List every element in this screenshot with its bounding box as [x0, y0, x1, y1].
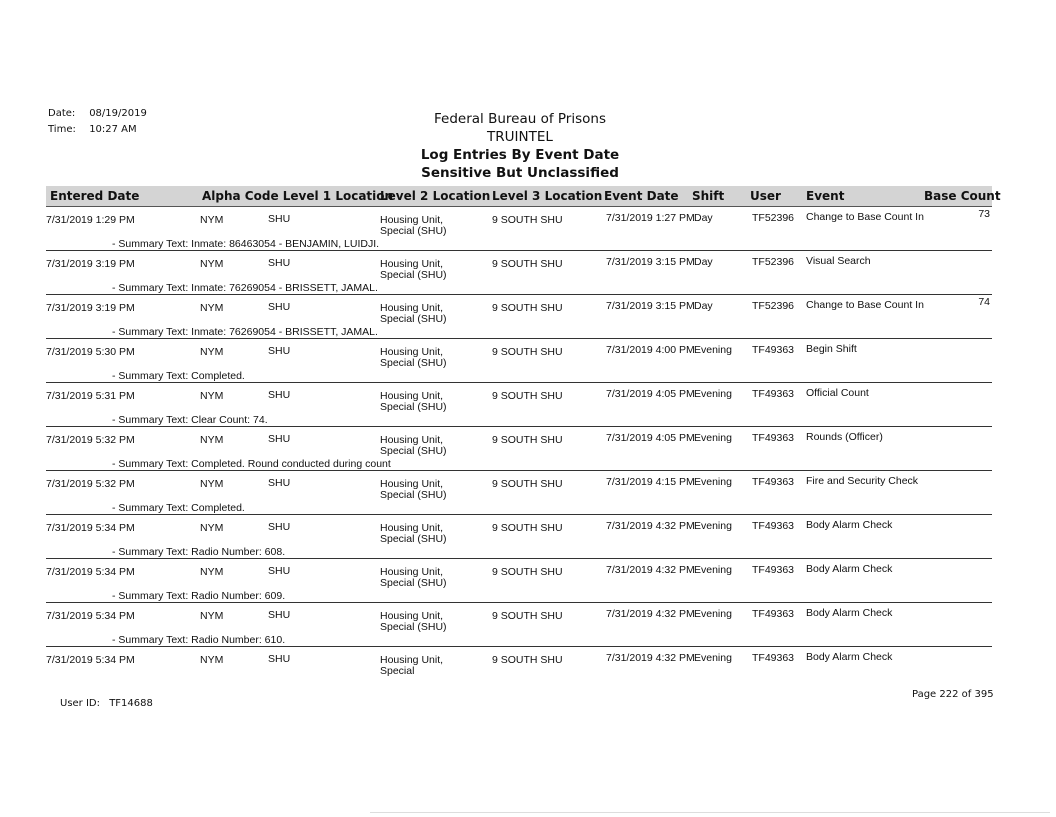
table-row	[46, 338, 992, 382]
level3-location: 9 SOUTH SHU	[492, 654, 563, 666]
alpha-code: NYM	[200, 522, 224, 534]
page-number: Page 222 of 395	[912, 689, 994, 700]
user: TF52396	[752, 256, 795, 268]
shift: Evening	[694, 432, 732, 444]
agency-name: Federal Bureau of Prisons	[434, 111, 606, 127]
date-value: 08/19/2019	[89, 108, 147, 119]
event: Body Alarm Check	[806, 519, 893, 531]
row-divider	[46, 338, 992, 339]
level2-location: Housing Unit, Special (SHU)	[380, 214, 447, 237]
event-date: 7/31/2019 1:27 PM	[606, 212, 695, 224]
entered-date: 7/31/2019 3:19 PM	[46, 302, 135, 314]
date-label: Date:	[48, 108, 76, 119]
base-count: 73	[978, 208, 990, 220]
level3-location: 9 SOUTH SHU	[492, 258, 563, 270]
level2-location: Housing Unit, Special (SHU)	[380, 258, 447, 281]
entered-date: 7/31/2019 3:19 PM	[46, 258, 135, 270]
col-alpha-level1: Alpha Code Level 1 Location	[202, 189, 394, 203]
alpha-code: NYM	[200, 566, 224, 578]
level1-location: SHU	[268, 477, 291, 489]
row-divider	[46, 250, 992, 251]
summary-text: - Summary Text: Inmate: 86463054 - BENJAMIN, LUIDJI.	[112, 238, 380, 250]
row-divider	[46, 646, 992, 647]
event-date: 7/31/2019 4:00 PM	[606, 344, 695, 356]
entered-date: 7/31/2019 5:30 PM	[46, 346, 135, 358]
shift: Evening	[694, 388, 732, 400]
level2-location: Housing Unit, Special (SHU)	[380, 434, 447, 457]
table-row	[46, 646, 992, 690]
user: TF49363	[752, 520, 795, 532]
table-row	[46, 294, 992, 338]
report-date	[48, 108, 147, 119]
level3-location: 9 SOUTH SHU	[492, 610, 563, 622]
event-date: 7/31/2019 4:05 PM	[606, 388, 695, 400]
level3-location: 9 SOUTH SHU	[492, 214, 563, 226]
level1-location: SHU	[268, 653, 291, 665]
table-row	[46, 470, 992, 514]
event-date: 7/31/2019 4:32 PM	[606, 652, 695, 664]
alpha-code: NYM	[200, 610, 224, 622]
row-divider	[46, 382, 992, 383]
summary-text: - Summary Text: Radio Number: 609.	[112, 590, 286, 602]
row-divider	[46, 426, 992, 427]
alpha-code: NYM	[200, 390, 224, 402]
table-row	[46, 206, 992, 250]
column-header-bar	[46, 186, 1001, 207]
shift: Day	[694, 256, 713, 268]
level3-location: 9 SOUTH SHU	[492, 478, 563, 490]
table-row	[46, 250, 992, 294]
table-row	[46, 602, 992, 646]
table-row	[46, 426, 992, 470]
entered-date: 7/31/2019 5:34 PM	[46, 654, 135, 666]
base-count: 74	[978, 296, 990, 308]
shift: Evening	[694, 520, 732, 532]
summary-text: - Summary Text: Inmate: 76269054 - BRISSETT, JAMAL.	[112, 282, 378, 294]
table-row	[46, 382, 992, 426]
row-divider	[46, 294, 992, 295]
level1-location: SHU	[268, 433, 291, 445]
classification: Sensitive But Unclassified	[421, 165, 619, 181]
user: TF52396	[752, 212, 795, 224]
alpha-code: NYM	[200, 258, 224, 270]
event: Rounds (Officer)	[806, 431, 883, 443]
event: Body Alarm Check	[806, 607, 893, 619]
user: TF49363	[752, 652, 795, 664]
summary-text: - Summary Text: Clear Count: 74.	[112, 414, 268, 426]
event: Visual Search	[806, 255, 871, 267]
col-level3: Level 3 Location	[492, 189, 603, 203]
event: Official Count	[806, 387, 869, 399]
user: TF49363	[752, 344, 795, 356]
entered-date: 7/31/2019 5:32 PM	[46, 478, 135, 490]
row-divider	[46, 514, 992, 515]
footer-user-id	[60, 698, 153, 709]
shift: Day	[694, 212, 713, 224]
report-name: Log Entries By Event Date	[420, 147, 620, 163]
col-base-count: Base Count	[924, 189, 1001, 203]
user: TF49363	[752, 564, 795, 576]
level2-location: Housing Unit, Special (SHU)	[380, 610, 447, 633]
level2-location: Housing Unit, Special (SHU)	[380, 302, 447, 325]
alpha-code: NYM	[200, 478, 224, 490]
col-entered-date: Entered Date	[50, 189, 140, 203]
col-event: Event	[806, 189, 845, 203]
event: Change to Base Count In	[806, 211, 924, 223]
event-date: 7/31/2019 3:15 PM	[606, 300, 695, 312]
col-level2: Level 2 Location	[380, 189, 491, 203]
level1-location: SHU	[268, 521, 291, 533]
event: Fire and Security Check	[806, 475, 919, 487]
user: TF49363	[752, 608, 795, 620]
shift: Evening	[694, 564, 732, 576]
time-label: Time:	[48, 124, 76, 135]
entered-date: 7/31/2019 5:34 PM	[46, 566, 135, 578]
entered-date: 7/31/2019 5:32 PM	[46, 434, 135, 446]
level1-location: SHU	[268, 345, 291, 357]
col-shift: Shift	[692, 189, 725, 203]
level1-location: SHU	[268, 301, 291, 313]
row-divider	[46, 602, 992, 603]
alpha-code: NYM	[200, 434, 224, 446]
col-user: User	[750, 189, 781, 203]
row-divider	[46, 470, 992, 471]
user: TF49363	[752, 388, 795, 400]
level2-location: Housing Unit, Special (SHU)	[380, 390, 447, 413]
level1-location: SHU	[268, 565, 291, 577]
col-event-date: Event Date	[604, 189, 679, 203]
event: Begin Shift	[806, 343, 857, 355]
report-title	[400, 110, 640, 182]
alpha-code: NYM	[200, 654, 224, 666]
entered-date: 7/31/2019 1:29 PM	[46, 214, 135, 226]
event-date: 7/31/2019 4:32 PM	[606, 520, 695, 532]
entered-date: 7/31/2019 5:34 PM	[46, 522, 135, 534]
summary-text: - Summary Text: Inmate: 76269054 - BRISSETT, JAMAL.	[112, 326, 378, 338]
level3-location: 9 SOUTH SHU	[492, 390, 563, 402]
alpha-code: NYM	[200, 302, 224, 314]
summary-text: - Summary Text: Completed.	[112, 502, 245, 514]
shift: Evening	[694, 476, 732, 488]
level2-location: Housing Unit, Special (SHU)	[380, 346, 447, 369]
event-date: 7/31/2019 4:05 PM	[606, 432, 695, 444]
user: TF49363	[752, 476, 795, 488]
summary-text: - Summary Text: Radio Number: 608.	[112, 546, 286, 558]
table-row	[46, 558, 992, 602]
alpha-code: NYM	[200, 214, 224, 226]
event-date: 7/31/2019 4:32 PM	[606, 564, 695, 576]
alpha-code: NYM	[200, 346, 224, 358]
event: Change to Base Count In	[806, 299, 924, 311]
summary-text: - Summary Text: Completed. Round conducted during count	[112, 458, 391, 470]
shift: Day	[694, 300, 713, 312]
level2-location: Housing Unit, Special (SHU)	[380, 566, 447, 589]
shift: Evening	[694, 608, 732, 620]
level3-location: 9 SOUTH SHU	[492, 346, 563, 358]
scan-artifact-line	[370, 812, 1050, 813]
time-value: 10:27 AM	[89, 124, 137, 135]
level2-location: Housing Unit, Special (SHU)	[380, 478, 447, 501]
summary-text: - Summary Text: Completed.	[112, 370, 245, 382]
summary-text: - Summary Text: Radio Number: 610.	[112, 634, 286, 646]
level2-location: Housing Unit, Special	[380, 654, 444, 677]
report-time	[48, 124, 137, 135]
shift: Evening	[694, 344, 732, 356]
row-divider	[46, 558, 992, 559]
event: Body Alarm Check	[806, 651, 893, 663]
entered-date: 7/31/2019 5:34 PM	[46, 610, 135, 622]
level3-location: 9 SOUTH SHU	[492, 522, 563, 534]
level1-location: SHU	[268, 213, 291, 225]
system-name: TRUINTEL	[487, 129, 553, 145]
level3-location: 9 SOUTH SHU	[492, 302, 563, 314]
level3-location: 9 SOUTH SHU	[492, 434, 563, 446]
user-id-label: User ID:	[60, 698, 100, 709]
event-date: 7/31/2019 4:32 PM	[606, 608, 695, 620]
level1-location: SHU	[268, 609, 291, 621]
level1-location: SHU	[268, 257, 291, 269]
level3-location: 9 SOUTH SHU	[492, 566, 563, 578]
event-date: 7/31/2019 3:15 PM	[606, 256, 695, 268]
user-id-value: TF14688	[109, 698, 153, 709]
user: TF52396	[752, 300, 795, 312]
user: TF49363	[752, 432, 795, 444]
event: Body Alarm Check	[806, 563, 893, 575]
level1-location: SHU	[268, 389, 291, 401]
entered-date: 7/31/2019 5:31 PM	[46, 390, 135, 402]
event-date: 7/31/2019 4:15 PM	[606, 476, 695, 488]
shift: Evening	[694, 652, 732, 664]
level2-location: Housing Unit, Special (SHU)	[380, 522, 447, 545]
table-row	[46, 514, 992, 558]
